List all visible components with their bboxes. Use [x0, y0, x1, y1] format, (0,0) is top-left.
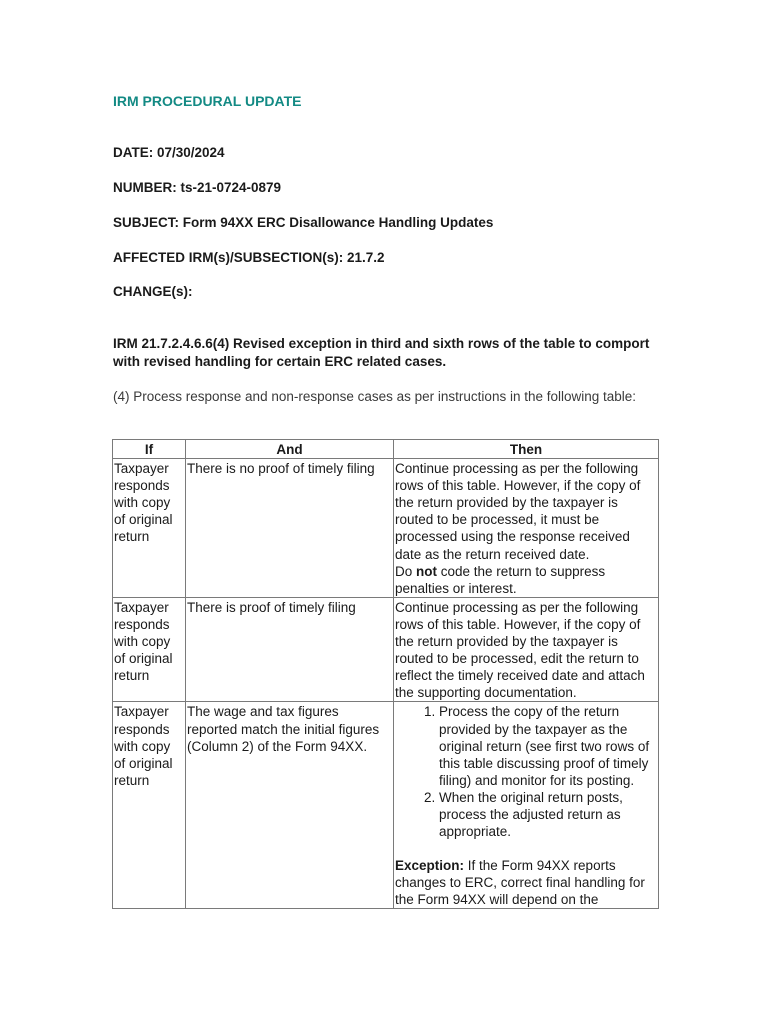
intro-paragraph: (4) Process response and non-response cases as per instructions in the following table: — [113, 389, 637, 404]
exception-text: If the Form 94XX reports changes to ERC, correct final handling for the Form 94XX will depend on the — [395, 858, 645, 908]
then-cell: Continue processing as per the following rows of this table. However, if the copy of the return provided by the taxpayer is routed to be processed, edit the return to reflect the timely received date and attach the supporting documentation. — [394, 597, 659, 702]
exception-label: Exception: — [395, 858, 465, 874]
changes-label: CHANGE(s): — [113, 284, 193, 299]
document-date: DATE: 07/30/2024 — [113, 145, 225, 160]
and-cell: There is proof of timely filing — [186, 597, 394, 702]
column-header-if: If — [113, 440, 186, 459]
not-emphasis: not — [416, 563, 438, 579]
and-cell: The wage and tax figures reported match the initial figures (Column 2) of the Form 94XX. — [186, 702, 394, 909]
table-row — [113, 702, 659, 909]
column-header-and: And — [186, 440, 394, 459]
if-cell: Taxpayer responds with copy of original return — [113, 702, 186, 909]
then-do-text: Do — [395, 563, 417, 579]
table-row — [113, 459, 659, 598]
page-title: IRM PROCEDURAL UPDATE — [113, 93, 302, 109]
list-item: 2. When the original return posts, process the adjusted return as appropriate. — [439, 789, 657, 840]
if-cell: Taxpayer responds with copy of original return — [113, 597, 186, 702]
then-cell — [394, 459, 659, 598]
then-text: Continue processing as per the following rows of this table. However, if the copy of the return provided by the taxpayer is routed to be processed, it must be processed using the response received date as the return received date. — [395, 461, 641, 562]
document-subject: SUBJECT: Form 94XX ERC Disallowance Handling Updates — [113, 215, 494, 230]
and-cell: There is no proof of timely filing — [186, 459, 394, 598]
if-cell: Taxpayer responds with copy of original return — [113, 459, 186, 598]
then-cell — [394, 702, 659, 909]
document-number: NUMBER: ts-21-0724-0879 — [113, 180, 282, 195]
table-row — [113, 597, 659, 702]
column-header-then: Then — [394, 440, 659, 459]
list-item: 1. Process the copy of the return provided by the taxpayer as the original return (see first two rows of this table discussing proof of timely filing) and monitor for its posting. — [439, 703, 657, 788]
then-rest-text: code the return to suppress penalties or interest. — [395, 563, 606, 596]
table-header-row — [113, 440, 659, 459]
procedure-table — [112, 439, 659, 909]
section-heading: IRM 21.7.2.4.6.6(4) Revised exception in third and sixth rows of the table to comport with revised handling for certain ERC related cases. — [113, 336, 650, 369]
steps-list — [395, 703, 657, 840]
affected-irm: AFFECTED IRM(s)/SUBSECTION(s): 21.7.2 — [113, 250, 385, 265]
